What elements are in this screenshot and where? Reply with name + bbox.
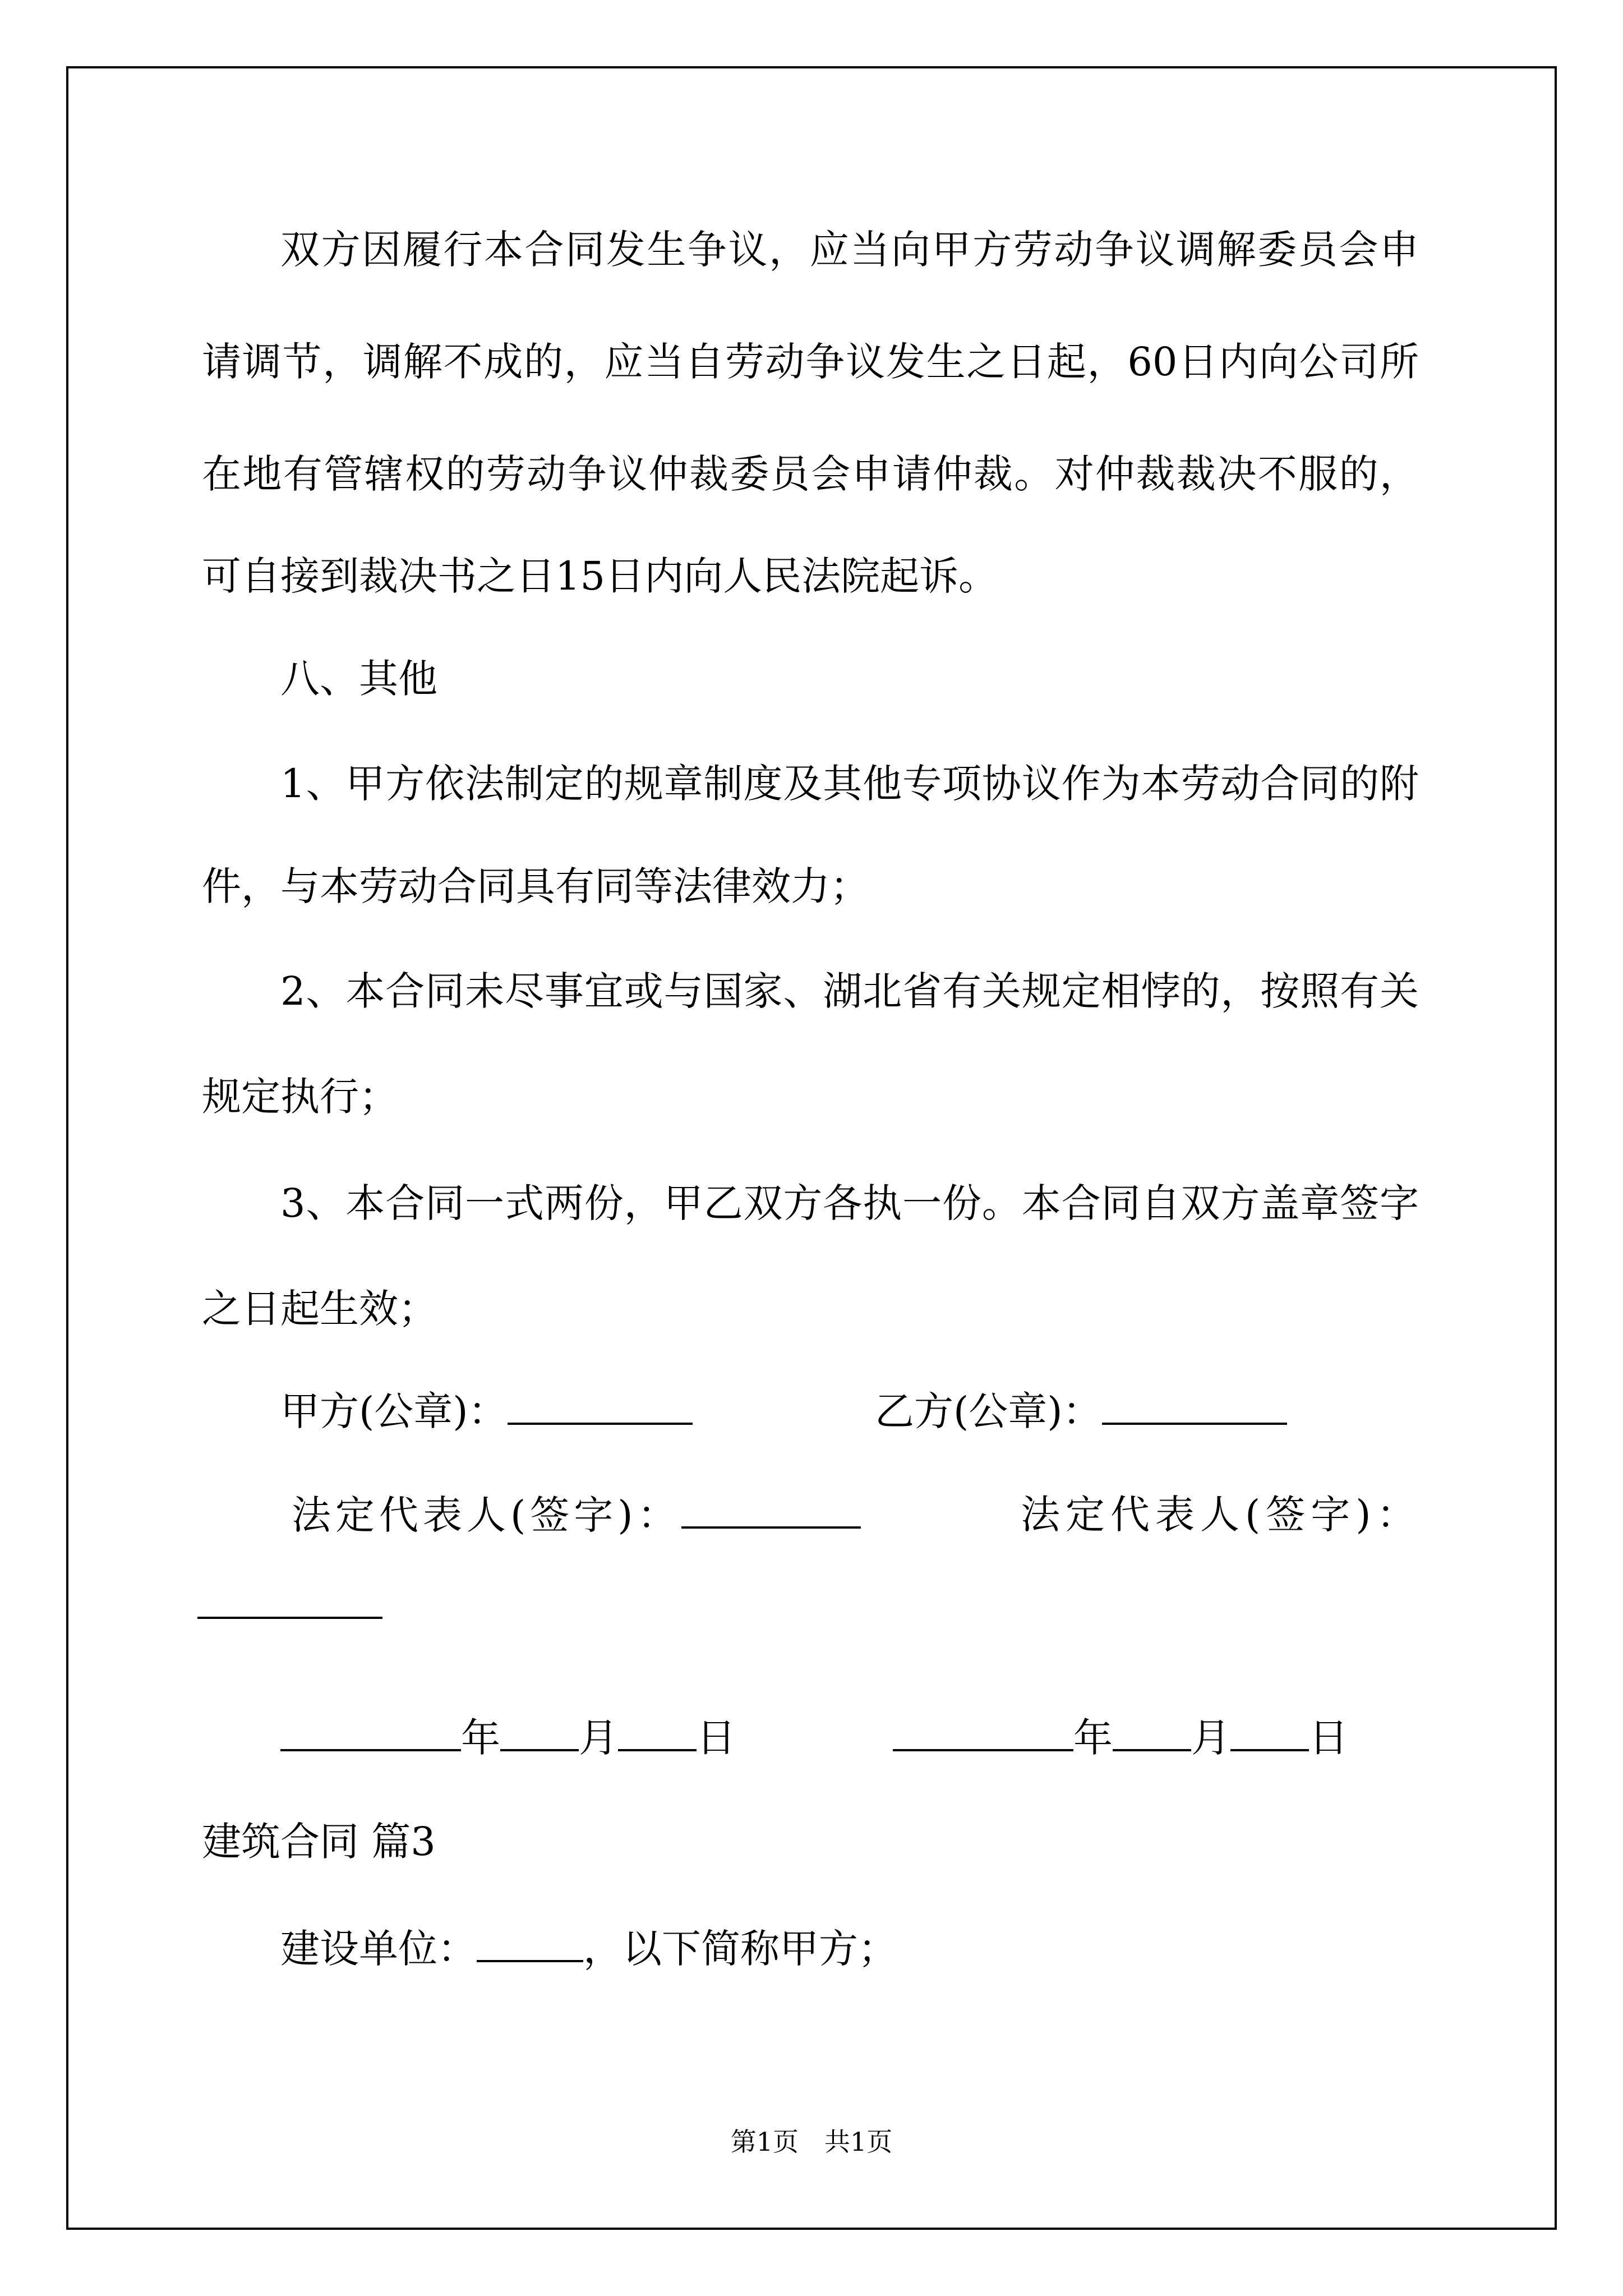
dispute-line-4: 可自接到裁决书之日15日内向人民法院起诉。 (202, 553, 998, 599)
item-3-line-1: 3、本合同一式两份，甲乙双方各执一份。本合同自双方盖章签字 (280, 1180, 1419, 1226)
date-b-row (893, 1715, 1348, 1761)
dispute-line-1: 双方因履行本合同发生争议，应当向甲方劳动争议调解委员会申 (280, 227, 1419, 273)
date-a-day-label: 日 (697, 1715, 736, 1761)
builder-blank (477, 1929, 583, 1962)
party-b-seal-row (875, 1388, 1287, 1434)
date-a-day-blank (618, 1718, 697, 1751)
rep-a-blank (681, 1495, 861, 1529)
page-border (66, 66, 1557, 2230)
date-a-month-label: 月 (579, 1715, 618, 1761)
date-a-year-blank (280, 1718, 461, 1751)
date-b-year-label: 年 (1073, 1715, 1113, 1761)
dispute-line-3: 在地有管辖权的劳动争议仲裁委员会申请仲裁。对仲裁裁决不服的， (202, 451, 1419, 497)
rep-a-label: 法定代表人(签字)： (292, 1492, 681, 1538)
rep-a-row (292, 1492, 861, 1538)
builder-suffix: ，以下简称甲方； (583, 1926, 897, 1972)
date-a-year-label: 年 (461, 1715, 500, 1761)
party-b-seal-label: 乙方(公章)： (875, 1388, 1102, 1434)
section-heading-other: 八、其他 (280, 656, 437, 702)
party-b-seal-blank (1102, 1391, 1287, 1425)
date-a-row (280, 1715, 736, 1761)
party-a-seal-blank (508, 1391, 693, 1425)
party-a-seal-label: 甲方(公章)： (280, 1388, 508, 1434)
party-a-seal-row (280, 1388, 693, 1434)
item-1-line-2: 件，与本劳动合同具有同等法律效力； (202, 863, 869, 909)
date-b-year-blank (893, 1718, 1073, 1751)
date-b-month-label: 月 (1191, 1715, 1230, 1761)
builder-label: 建设单位： (280, 1926, 477, 1972)
rep-b-label: 法定代表人(签字)： (1021, 1492, 1422, 1538)
item-2-line-2: 规定执行； (202, 1074, 398, 1120)
page-footer: 第1页 共1页 (730, 2127, 893, 2157)
item-2-line-1: 2、本合同未尽事宜或与国家、湖北省有关规定相悖的，按照有关 (280, 968, 1419, 1014)
section-title-building-contract: 建筑合同 篇3 (202, 1819, 436, 1865)
date-b-day-blank (1230, 1718, 1309, 1751)
item-3-line-2: 之日起生效； (202, 1286, 437, 1332)
date-a-month-blank (500, 1718, 579, 1751)
builder-row (280, 1926, 897, 1972)
item-1-line-1: 1、甲方依法制定的规章制度及其他专项协议作为本劳动合同的附 (280, 761, 1419, 807)
date-b-day-label: 日 (1309, 1715, 1348, 1761)
rep-b-blank (197, 1617, 382, 1619)
dispute-line-2: 请调节，调解不成的，应当自劳动争议发生之日起，60日内向公司所 (202, 339, 1419, 385)
date-b-month-blank (1113, 1718, 1191, 1751)
